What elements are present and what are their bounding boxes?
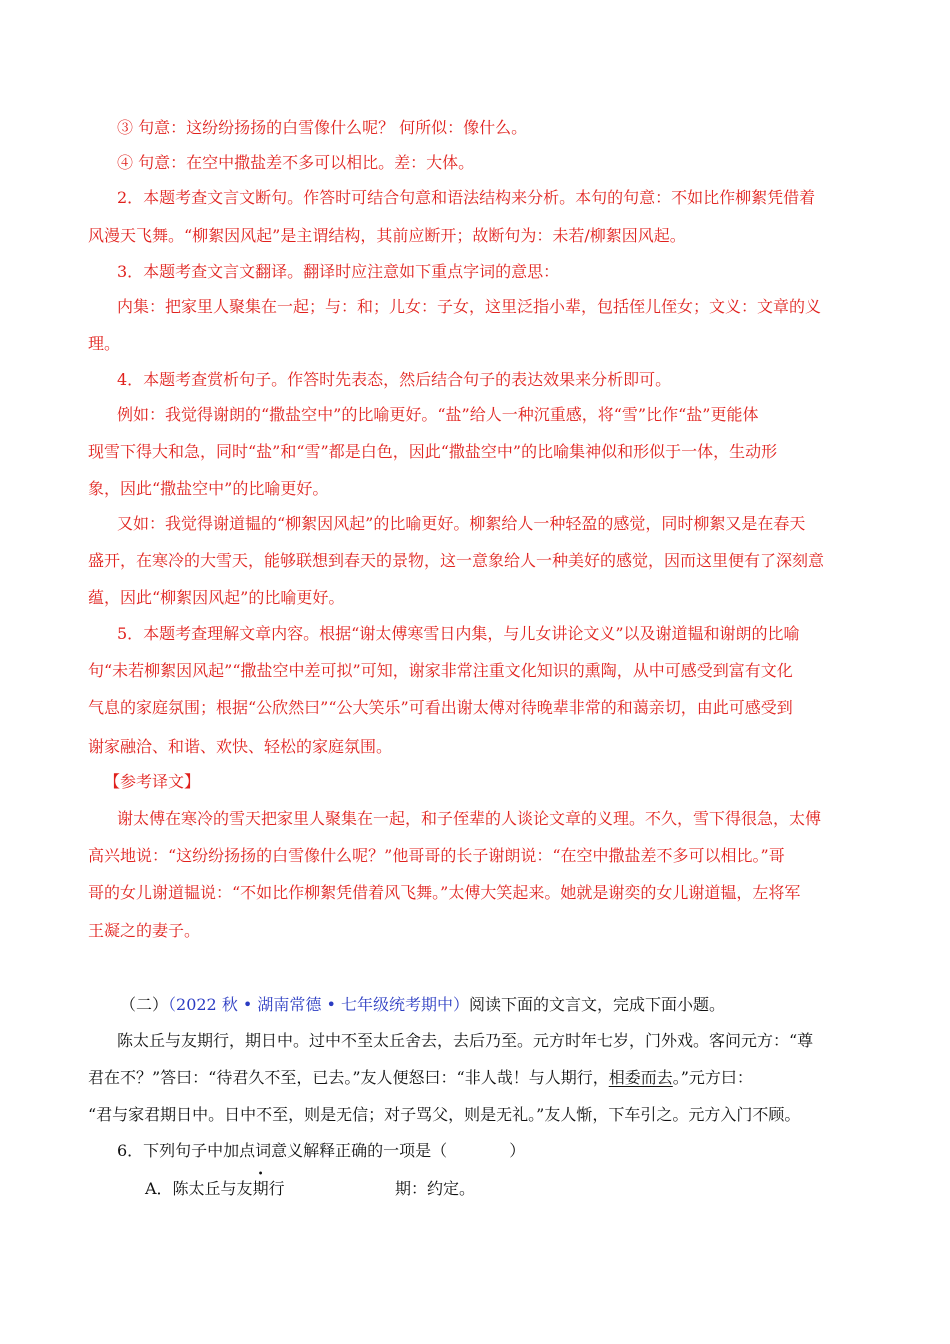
passage-text: 君在不？”答曰：“待君久不至，已去。”友人便怒曰：“非人哉！与人期行， (88, 1068, 609, 1087)
answer-line: 象，因此“撒盐空中”的比喻更好。 (88, 479, 329, 498)
answer-line: 4．本题考查赏析句子。作答时先表态，然后结合句子的表达效果来分析即可。 (117, 370, 672, 389)
emphasized-word (252, 1169, 269, 1199)
question-text: 6．下列句子中加点词意义解释正确的一项是（ (117, 1141, 448, 1160)
option-a-text: 行 (268, 1179, 285, 1198)
answer-line: 气息的家庭氛围；根据“公欣然曰”“公大笑乐”可看出谢太傅对待晚辈非常的和蔼亲切，由此可感受到 (88, 698, 793, 717)
answer-line: ③ 句意：这纷纷扬扬的白雪像什么呢？ 何所似：像什么。 (117, 118, 528, 137)
answer-line: 谢家融洽、和谐、欢快、轻松的家庭氛围。 (88, 737, 393, 756)
reference-translation-heading: 【参考译文】 (104, 772, 201, 791)
answer-line: 句“未若柳絮因风起”“撒盐空中差可拟”可知，谢家非常注重文化知识的熏陶，从中可感受到富有文化 (88, 661, 793, 680)
answer-line: 盛开，在寒冷的大雪天，能够联想到春天的景物，这一意象给人一种美好的感觉，因而这里便有了深刻意 (88, 551, 825, 570)
option-a-text: A．陈太丘与友 (145, 1179, 253, 1198)
emphasized-word-text: 期 (252, 1179, 269, 1198)
answer-line: 2．本题考查文言文断句。作答时可结合句意和语法结构来分析。本句的句意：不如比作柳絮凭借着 (117, 188, 816, 207)
answer-line: 内集：把家里人聚集在一起；与：和；儿女：子女，这里泛指小辈，包括侄儿侄女；文义：文章的义 (117, 297, 822, 316)
answer-line: 3．本题考查文言文翻译。翻译时应注意如下重点字词的意思： (117, 262, 560, 281)
translation-line: 哥的女儿谢道韫说：“不如比作柳絮凭借着风飞舞。”太傅大笑起来。她就是谢奕的女儿谢道韫，左将军 (88, 883, 801, 902)
answer-line: 5．本题考查理解文章内容。根据“谢太傅寒雪日内集，与儿女讲论文义”以及谢道韫和谢朗的比喻 (117, 624, 800, 643)
answer-line: 又如：我觉得谢道韫的“柳絮因风起”的比喻更好。柳絮给人一种轻盈的感觉，同时柳絮又是在春天 (117, 514, 806, 533)
emphasis-dot-icon: • (257, 1169, 264, 1180)
passage-text: 。”元方曰： (672, 1068, 753, 1087)
passage-line: 陈太丘与友期行，期日中。过中不至太丘舍去，去后乃至。元方时年七岁，门外戏。客问元方：“尊 (117, 1031, 814, 1050)
translation-line: 谢太傅在寒冷的雪天把家里人聚集在一起，和子侄辈的人谈论文章的义理。不久，雪下得很急，太傅 (117, 809, 822, 828)
translation-line: 高兴地说：“这纷纷扬扬的白雪像什么呢？”他哥哥的长子谢朗说：“在空中撒盐差不多可以相比。”哥 (88, 846, 785, 865)
answer-line: ④ 句意：在空中撒盐差不多可以相比。差：大体。 (117, 153, 475, 172)
section-heading (120, 995, 900, 1015)
answer-line: 例如：我觉得谢朗的“撒盐空中”的比喻更好。“盐”给人一种沉重感，将“雪”比作“盐”更能体 (117, 405, 759, 424)
question-close-paren: ） (509, 1141, 526, 1160)
section-instruction: 阅读下面的文言文，完成下面小题。 (469, 995, 726, 1014)
answer-line: 现雪下得大和急，同时“盐”和“雪”都是白色，因此“撒盐空中”的比喻集神似和形似于一体，生动形 (88, 442, 778, 461)
source-label: （2022 秋 • 湖南常德 • 七年级统考期中） (168, 995, 470, 1014)
question-6 (117, 1141, 897, 1161)
option-a-explanation: 期：约定。 (395, 1179, 476, 1198)
answer-line: 蕴，因此“柳絮因风起”的比喻更好。 (88, 588, 345, 607)
translation-line: 王凝之的妻子。 (88, 921, 201, 940)
underlined-phrase: 相委而去 (608, 1068, 673, 1087)
passage-line: “君与家君期日中。日中不至，则是无信；对子骂父，则是无礼。”友人惭，下车引之。元方入门不顾。 (88, 1105, 801, 1124)
passage-line (88, 1068, 868, 1088)
section-number: （二） (120, 995, 169, 1014)
answer-line: 理。 (88, 334, 121, 353)
answer-line: 风漫天飞舞。“柳絮因风起”是主谓结构，其前应断开；故断句为：未若/柳絮因风起。 (88, 226, 686, 245)
